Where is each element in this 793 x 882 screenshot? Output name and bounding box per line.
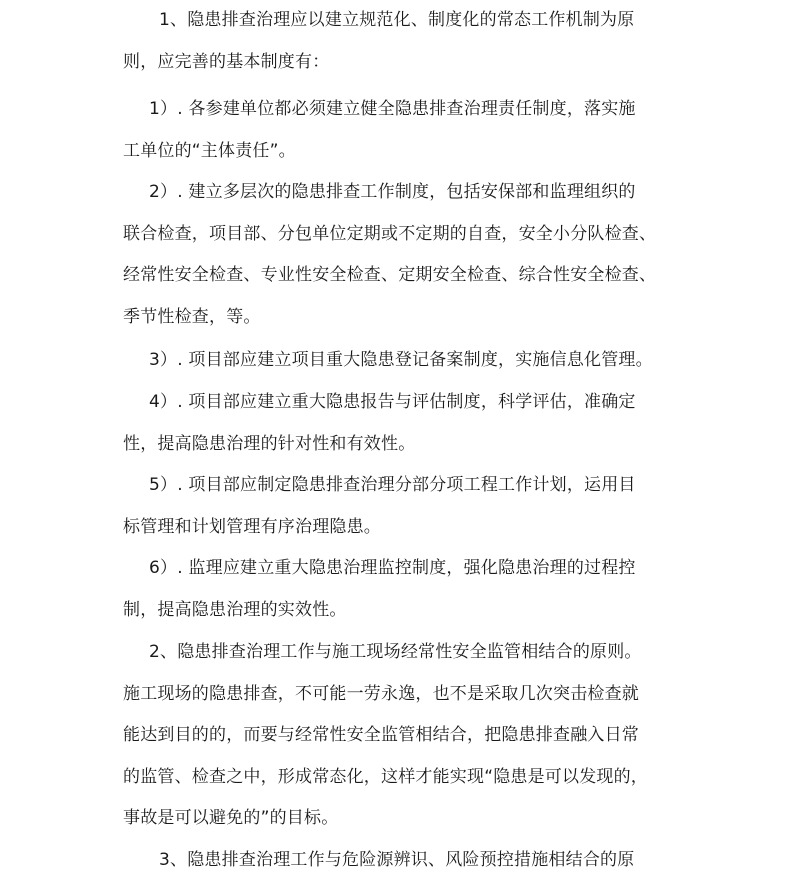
paragraph-principle-2 — [123, 632, 675, 840]
paragraph-principle-1 — [123, 0, 675, 83]
text-line: 5）. 项目部应制定隐患排查治理分部分项工程工作计划，运用目 — [149, 475, 636, 495]
paragraph-item-1 — [123, 89, 675, 172]
text-line: 能达到目的的，而要与经常性安全监管相结合，把隐患排查融入日常 — [123, 725, 639, 745]
text-line: 3、隐患排查治理工作与危险源辨识、风险预控措施相结合的原 — [159, 850, 635, 870]
paragraph-item-2 — [123, 172, 675, 338]
text-line: 经常性安全检查、专业性安全检查、定期安全检查、综合性安全检查、 — [123, 265, 657, 285]
text-line: 2）. 建立多层次的隐患排查工作制度，包括安保部和监理组织的 — [149, 182, 636, 202]
text-line: 事故是可以避免的”的目标。 — [123, 808, 339, 828]
text-line: 4）. 项目部应建立重大隐患报告与评估制度，科学评估，准确定 — [149, 392, 636, 412]
text-line: 的监管、检查之中，形成常态化，这样才能实现“隐患是可以发现的， — [123, 766, 649, 787]
text-line: 标管理和计划管理有序治理隐患。 — [123, 516, 381, 537]
paragraph-item-4 — [123, 382, 675, 465]
text-line: 则，应完善的基本制度有： — [123, 51, 330, 72]
paragraph-item-5 — [123, 465, 675, 548]
text-line: 工单位的“主体责任”。 — [123, 140, 296, 161]
text-line: 2、隐患排查治理工作与施工现场经常性安全监管相结合的原则。 — [149, 642, 642, 662]
paragraph-principle-3 — [123, 840, 675, 882]
text-line: 制，提高隐患治理的实效性。 — [123, 599, 347, 620]
text-line: 3）. 项目部应建立项目重大隐患登记备案制度，实施信息化管理。 — [149, 350, 653, 370]
text-line: 施工现场的隐患排查，不可能一劳永逸，也不是采取几次突击检查就 — [123, 683, 639, 704]
paragraph-item-6 — [123, 548, 675, 631]
text-line: 1、隐患排查治理应以建立规范化、制度化的常态工作机制为原 — [159, 10, 635, 30]
text-line: 联合检查，项目部、分包单位定期或不定期的自查，安全小分队检查、 — [123, 223, 657, 244]
text-line: 1）. 各参建单位都必须建立健全隐患排查治理责任制度，落实施 — [149, 99, 636, 119]
text-line: 性，提高隐患治理的针对性和有效性。 — [123, 433, 416, 454]
text-line: 季节性检查，等。 — [123, 306, 261, 327]
text-line: 6）. 监理应建立重大隐患治理监控制度，强化隐患治理的过程控 — [149, 558, 636, 578]
paragraph-item-3 — [123, 340, 675, 382]
